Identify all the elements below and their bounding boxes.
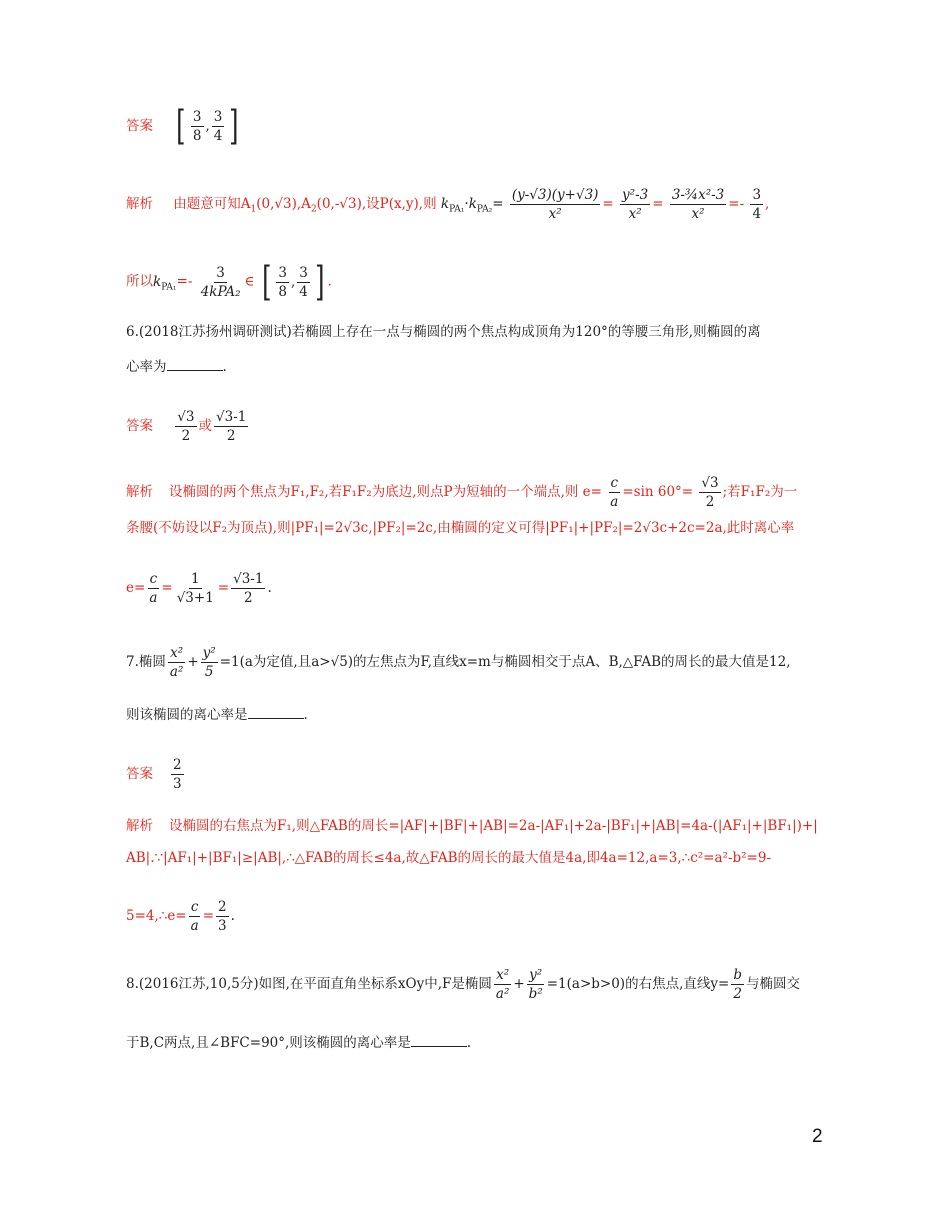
q6-solution-line1: 解析 设椭圆的两个焦点为F₁,F₂,若F₁F₂为底边,则点P为短轴的一个端点,则 e= $\frac{c}{a}$ =sin 60°= $\frac{√3}{2}$ ;若F₁F₂为一	[126, 475, 798, 510]
q8-stem-line1: 8.(2016江苏,10,5分)如图,在平面直角坐标系xOy中,F是椭圆 $\frac{\text{x²}}{\text{a²}}$ + $\frac{\text{y²}}{\text{b²}}$ =1(a>b>0)的右焦点,直线y= $\frac{b}{2}$ 与椭圆交	[126, 967, 800, 1002]
q6-stem-line2: 心率为 .	[126, 356, 227, 377]
q6-answer: 答案 $\frac{√3}{2}$ 或 $\frac{√3-1}{2}$	[126, 409, 247, 444]
q5-solution-line1: 解析 由题意可知$A_1(0,√3),A_2(0,-√3)$,设P(x,y),则 $k_{PA_1}\cdot k_{PA_2}=$ $\frac{(y-√3)(y+√3)}{\text{x²}}$ = $\frac{\text{y²-3}}{\text{x²}}$ = $\frac{\text{3-¾x²-3}}{\text{x²}}$ =- $\frac{3}{4}$ ,	[126, 187, 770, 222]
answer-blank	[411, 1032, 467, 1047]
q7-stem-line1: 7.椭圆 $\frac{\text{x²}}{\text{a²}}$ + $\frac{\text{y²}}{5}$ =1(a为定值,且a>√5)的左焦点为F,直线x=m与椭圆相交于点A、B,△FAB的周长的最大值是12,	[126, 645, 791, 680]
q5-answer-interval: [ $\frac{3}{8}$ , $\frac{3}{4}$ ]	[176, 103, 239, 149]
q7-solution-line1: 解析 设椭圆的右焦点为F₁,则△FAB的周长=|AF|+|BF|+|AB|=2a-|AF₁|+2a-|BF₁|+|AB|=4a-(|AF₁|+|BF₁|)+|	[126, 818, 818, 834]
q5-solution-line2: 所以$k_{PA_1}=-$ $\frac{3}{\text{4kPA₂}}$ ∈ [ $\frac{3}{8}$ , $\frac{3}{4}$ ] .	[126, 259, 332, 305]
answer-blank	[248, 704, 304, 719]
q7-solution-line2: AB|.∵|AF₁|+|BF₁|≥|AB|,∴△FAB的周长≤4a,故△FAB的周长的最大值是4a,即4a=12,a=3,∴c²=a²-b²=9-	[126, 850, 772, 866]
answer-label: 答案	[126, 117, 153, 134]
q6-solution-line3: e= $\frac{c}{a}$ = $\frac{1}{√3+1}$ = $\frac{√3-1}{2}$ .	[126, 571, 272, 606]
q7-answer: 答案 $\frac{2}{3}$	[126, 757, 182, 792]
answer-blank	[167, 356, 223, 371]
q5-answer	[126, 103, 242, 149]
analysis-label: 解析	[126, 196, 153, 212]
q7-stem-line2: 则该椭圆的离心率是 .	[126, 704, 308, 725]
q7-solution-line3: 5=4,∴e= $\frac{c}{a}$ = $\frac{2}{3}$ .	[126, 899, 235, 934]
page-number: 2	[812, 1126, 823, 1147]
q6-solution-line2: 条腰(不妨设以F₂为顶点),则|PF₁|=2√3c,|PF₂|=2c,由椭圆的定义可得|PF₁|+|PF₂|=2√3c+2c=2a,此时离心率	[126, 520, 795, 536]
q6-stem-line1: 6.(2018江苏扬州调研测试)若椭圆上存在一点与椭圆的两个焦点构成顶角为120°的等腰三角形,则椭圆的离	[126, 324, 761, 340]
q8-stem-line2: 于B,C两点,且∠BFC=90°,则该椭圆的离心率是 .	[126, 1032, 471, 1053]
